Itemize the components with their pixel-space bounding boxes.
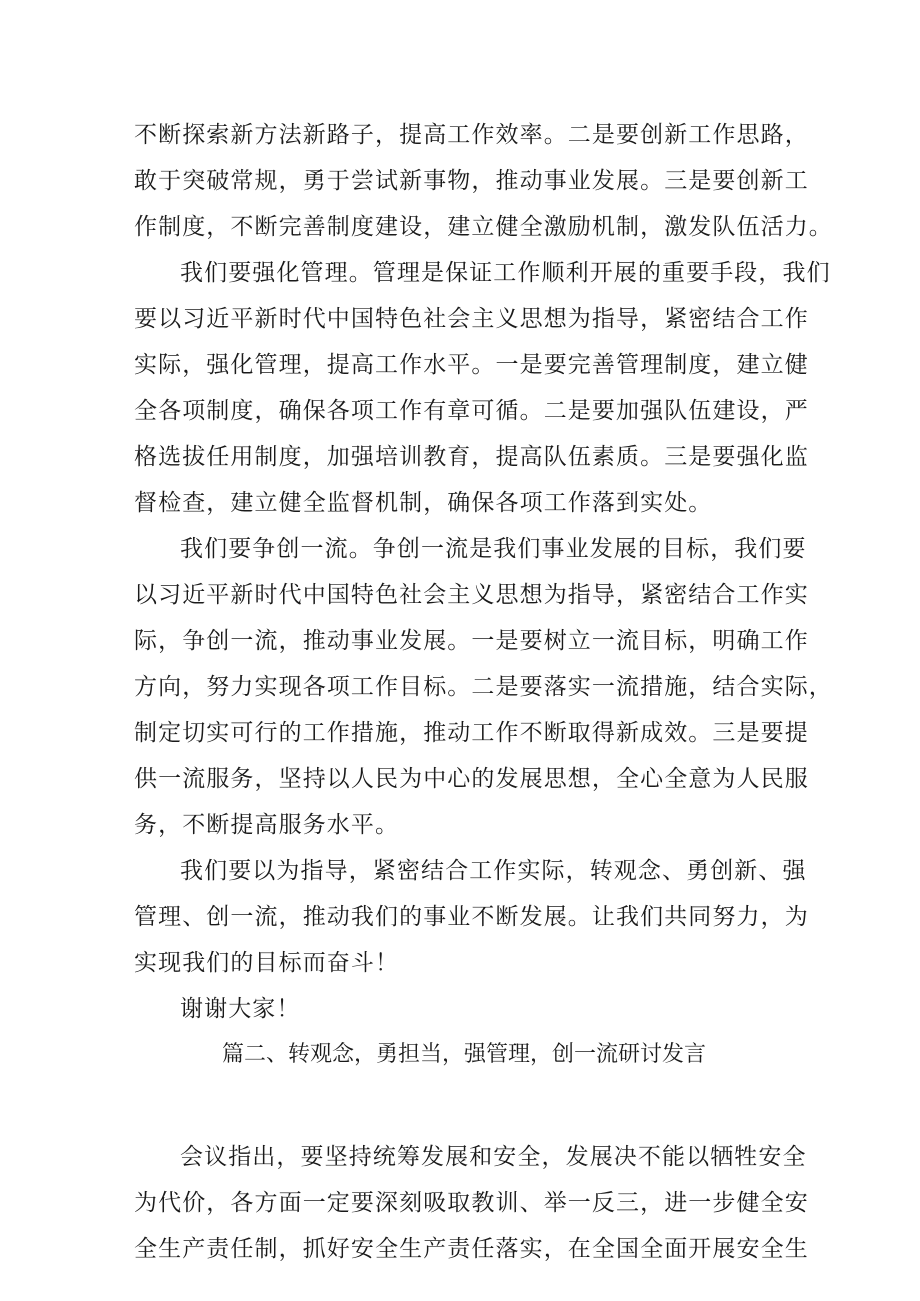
text-line: 全生产责任制，抓好安全生产责任落实，在全国全面开展安全生 [134,1236,809,1262]
text-line: 为代价，各方面一定要深刻吸取教训、举一反三，进一步健全安 [134,1190,809,1216]
paragraph-meeting-safety [134,1134,809,1272]
paragraph-strengthen-management [134,250,831,526]
section-spacer [134,1078,794,1134]
text-line: 全各项制度，确保各项工作有章可循。二是要加强队伍建设，严 [134,398,809,424]
text-line: 我们要以为指导，紧密结合工作实际，转观念、勇创新、强 [180,858,807,884]
text-line: 会议指出，要坚持统筹发展和安全，发展决不能以牺牲安全 [180,1144,807,1170]
text-line: 制定切实可行的工作措施，推动工作不断取得新成效。三是要提 [134,720,809,746]
paragraph-strive-first-class [134,526,833,848]
text-line: 不断探索新方法新路子，提高工作效率。二是要创新工作思路， [134,122,809,148]
text-line: 实现我们的目标而奋斗！ [134,950,400,976]
text-line: 督检查，建立健全监督机制，确保各项工作落到实处。 [134,490,713,516]
text-line: 作制度，不断完善制度建设，建立健全激励机制，激发队伍活力。 [134,214,833,240]
section-heading: 篇二、转观念，勇担当，强管理，创一流研讨发言 [221,1042,706,1067]
text-line: 实际，强化管理，提高工作水平。一是要完善管理制度，建立健 [134,352,809,378]
text-line: 我们要强化管理。管理是保证工作顺利开展的重要手段，我们 [180,260,831,286]
text-line: 际，争创一流，推动事业发展。一是要树立一流目标，明确工作 [134,628,809,654]
text-line: 要以习近平新时代中国特色社会主义思想为指导，紧密结合工作 [134,306,809,332]
closing-thanks: 谢谢大家！ [180,996,301,1022]
text-line: 管理、创一流，推动我们的事业不断发展。让我们共同努力，为 [134,904,809,930]
text-line: 方向，努力实现各项工作目标。二是要落实一流措施，结合实际， [134,674,833,700]
text-line: 格选拔任用制度，加强培训教育，提高队伍素质。三是要强化监 [134,444,809,470]
paragraph-conclusion [134,848,809,986]
text-line: 供一流服务，坚持以人民为中心的发展思想，全心全意为人民服 [134,766,809,792]
text-line: 务，不断提高服务水平。 [134,812,400,838]
text-line: 敢于突破常规，勇于尝试新事物，推动事业发展。三是要创新工 [134,168,809,194]
text-line: 我们要争创一流。争创一流是我们事业发展的目标，我们要 [180,536,807,562]
document-page [134,112,833,1272]
text-line: 以习近平新时代中国特色社会主义思想为指导，紧密结合工作实 [134,582,809,608]
paragraph-innovation-continued [134,112,833,250]
